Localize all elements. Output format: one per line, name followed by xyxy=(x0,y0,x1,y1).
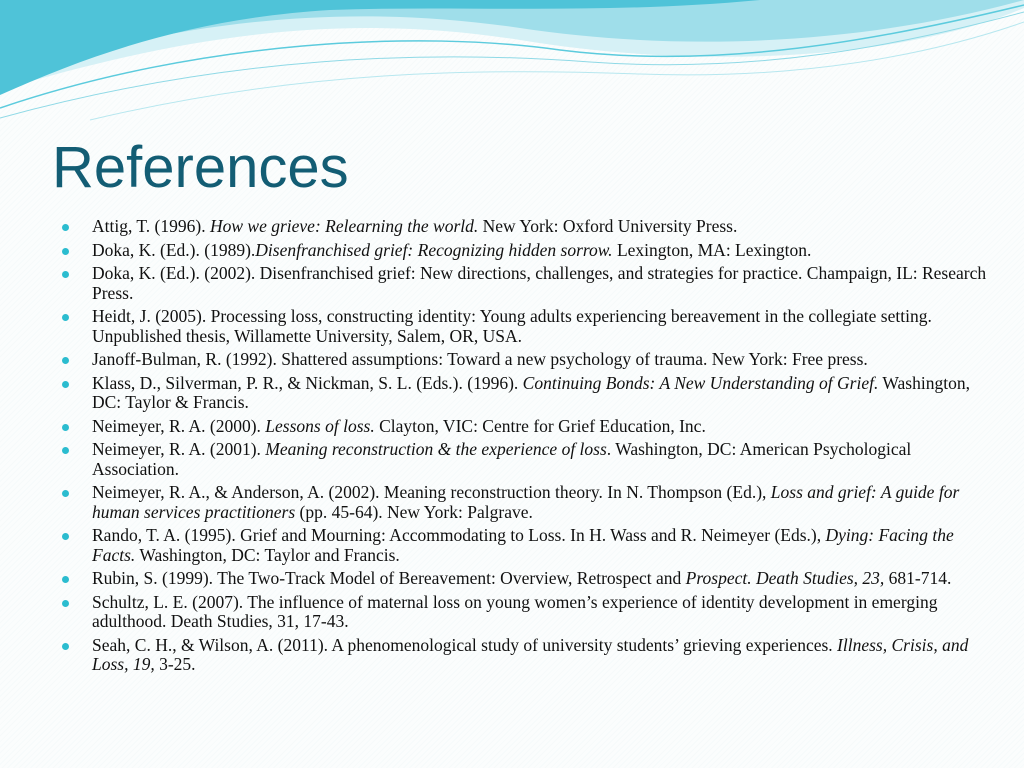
reference-text: (pp. 45-64). New York: Palgrave. xyxy=(295,501,533,522)
reference-item xyxy=(62,264,992,303)
reference-text: Washington, DC: Taylor and Francis. xyxy=(135,544,400,565)
reference-text: Lexington, MA: Lexington. xyxy=(612,239,812,260)
reference-item xyxy=(62,307,992,346)
reference-text: Neimeyer, R. A. (2001). xyxy=(92,439,266,459)
reference-text: Doka, K. (Ed.). (2002). Disenfranchised grief: New directions, challenges, and strategies for practice. Champaign, IL: Research Press. xyxy=(92,263,987,303)
reference-italic-text: Continuing Bonds: A New Understanding of Grief. xyxy=(522,372,879,393)
bullet-icon xyxy=(62,381,69,388)
reference-text: Heidt, J. (2005). Processing loss, constructing identity: Young adults experiencing bereavement in the collegiate setting. Unpublished thesis, Willamette University, Salem, OR, USA. xyxy=(92,306,932,346)
reference-italic-text: How we grieve: Relearning the world. xyxy=(209,216,479,236)
reference-text: Doka, K. (Ed.). (1989). xyxy=(92,239,256,260)
reference-item xyxy=(62,526,992,565)
bullet-icon xyxy=(62,271,69,278)
reference-item xyxy=(62,374,992,413)
reference-list xyxy=(62,217,992,679)
slide-title: References xyxy=(52,135,349,200)
bullet-icon xyxy=(62,643,69,650)
reference-text: Seah, C. H., & Wilson, A. (2011). A phenomenological study of university students’ grieving experiences. xyxy=(92,634,838,655)
reference-italic-text: Illness, Crisis, and Loss, 19, xyxy=(92,634,969,674)
bullet-icon xyxy=(62,314,69,321)
reference-item xyxy=(62,217,992,237)
reference-text: Washington, DC: Taylor & Francis. xyxy=(92,372,970,412)
header-wave-decoration xyxy=(0,0,1024,130)
bullet-icon xyxy=(62,533,69,540)
bullet-icon xyxy=(62,447,69,454)
reference-text: Attig, T. (1996). xyxy=(92,216,210,236)
reference-item xyxy=(62,350,992,370)
reference-text: New York: Oxford University Press. xyxy=(478,216,738,236)
reference-item xyxy=(62,483,992,522)
reference-text: Rando, T. A. (1995). Grief and Mourning: Accommodating to Loss. In H. Wass and R. Neimeyer (Eds.), xyxy=(92,525,826,545)
reference-italic-text: Dying: Facing the Facts. xyxy=(92,525,954,565)
bullet-icon xyxy=(62,248,69,255)
reference-item xyxy=(62,417,992,437)
reference-text: Neimeyer, R. A., & Anderson, A. (2002). Meaning reconstruction theory. In N. Thompson (Ed.), xyxy=(92,482,771,502)
bullet-icon xyxy=(62,576,69,583)
bullet-icon xyxy=(62,424,69,431)
reference-text: Clayton, VIC: Centre for Grief Education, Inc. xyxy=(374,415,706,436)
reference-text: Neimeyer, R. A. (2000). xyxy=(92,415,266,436)
reference-italic-text: Prospect. Death Studies, 23, xyxy=(685,568,885,588)
reference-text: Rubin, S. (1999). The Two-Track Model of Bereavement: Overview, Retrospect and xyxy=(92,568,686,588)
reference-item xyxy=(62,241,992,261)
reference-item xyxy=(62,593,992,632)
reference-text: 681-714. xyxy=(884,568,952,588)
reference-italic-text: Disenfranchised grief: Recognizing hidden sorrow. xyxy=(255,239,613,260)
reference-text: 3-25. xyxy=(154,654,196,674)
reference-text: Schultz, L. E. (2007). The influence of maternal loss on young women’s experience of identity development in emerging adulthood. Death Studies, 31, 17-43. xyxy=(92,591,938,631)
reference-italic-text: Meaning reconstruction & the experience of loss xyxy=(265,439,607,459)
reference-text: Klass, D., Silverman, P. R., & Nickman, S. L. (Eds.). (1996). xyxy=(92,372,523,393)
bullet-icon xyxy=(62,600,69,607)
reference-italic-text: Lessons of loss. xyxy=(265,415,375,436)
bullet-icon xyxy=(62,224,69,231)
reference-italic-text: Loss and grief: A guide for human services practitioners xyxy=(92,482,960,522)
reference-item xyxy=(62,440,992,479)
reference-text: . Washington, DC: American Psychological Association. xyxy=(92,439,912,479)
reference-item xyxy=(62,636,992,675)
bullet-icon xyxy=(62,357,69,364)
reference-text: Janoff-Bulman, R. (1992). Shattered assumptions: Toward a new psychology of trauma. New York: Free press. xyxy=(92,349,868,369)
reference-item xyxy=(62,569,992,589)
bullet-icon xyxy=(62,490,69,497)
